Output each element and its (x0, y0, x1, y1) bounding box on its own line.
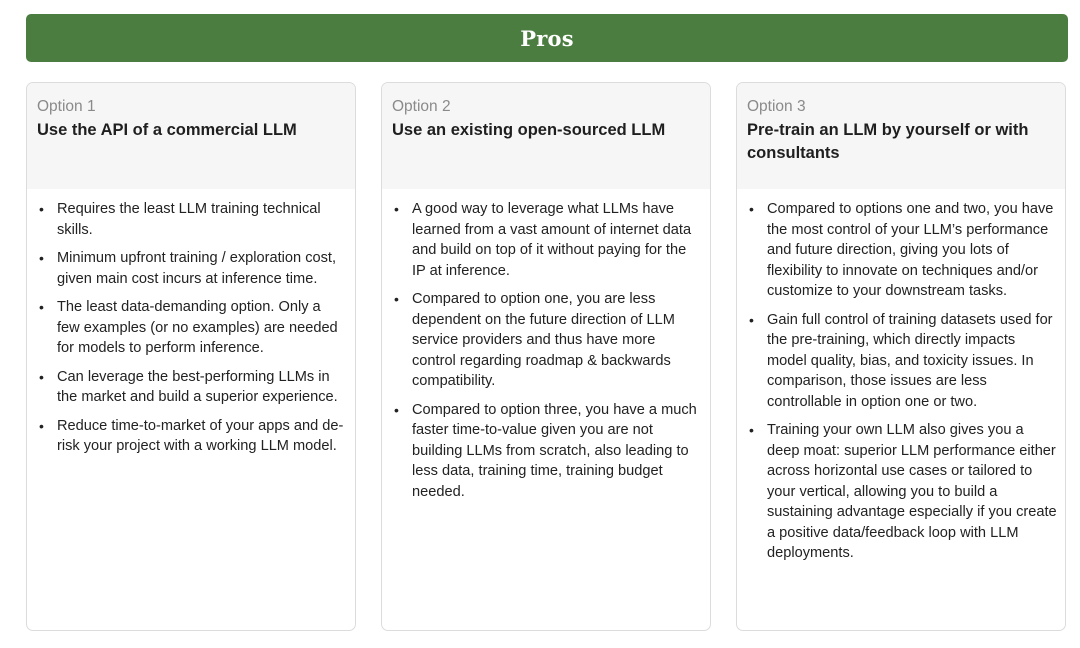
option-title: Use the API of a commercial LLM (37, 121, 297, 139)
pros-text: Compared to option three, you have a much faster time-to-value given you are not building LLMs from scratch, also leading to less data, training time, training budget needed. (412, 401, 697, 500)
pros-list (747, 199, 1057, 564)
option-card-1 (26, 82, 356, 631)
pros-text: Gain full control of training datasets used for the pre-training, which directly impacts model quality, bias, and toxicity issues. In comparison, those issues are less controllable in option one or two. (767, 311, 1053, 410)
pros-list (392, 199, 702, 502)
pros-text: A good way to leverage what LLMs have learned from a vast amount of internet data and build on top of it without paying for the IP at inference. (412, 201, 692, 279)
option-label: Option 2 (392, 98, 451, 115)
option-card-2 (381, 82, 711, 631)
option-card-header (382, 83, 710, 189)
pros-text: Minimum upfront training / exploration cost, given main cost incurs at inference time. (57, 250, 337, 287)
option-card-3 (736, 82, 1066, 631)
option-card-header (737, 83, 1065, 189)
pros-list-item (37, 416, 347, 457)
option-title: Pre-train an LLM by yourself or with consultants (747, 121, 1029, 162)
option-label: Option 1 (37, 98, 96, 115)
pros-list-item (747, 199, 1057, 302)
bullet-icon: • (394, 291, 399, 307)
option-card-body (382, 189, 710, 502)
bullet-icon: • (749, 422, 754, 438)
option-title: Use an existing open-sourced LLM (392, 121, 666, 139)
pros-text: Compared to options one and two, you have the most control of your LLM’s performance and future direction, giving you lots of flexibility to innovate on techniques and/or customize to your downstream tasks. (767, 201, 1054, 299)
pros-text: Training your own LLM also gives you a deep moat: superior LLM performance either across horizontal use cases or tailored to your vertical, allowing you to build a sustaining advantage especially if you create a positive data/feedback loop with LLM deployments. (767, 422, 1057, 561)
pros-banner (26, 14, 1068, 62)
option-card-body (737, 189, 1065, 564)
bullet-icon: • (39, 250, 44, 266)
bullet-icon: • (749, 311, 754, 328)
pros-list (37, 199, 347, 457)
bullet-icon: • (39, 201, 44, 217)
pros-list-item (37, 199, 347, 240)
option-card-body (27, 189, 355, 457)
pros-list-item (37, 248, 347, 289)
pros-list-item (747, 310, 1057, 413)
bullet-icon: • (39, 299, 44, 315)
pros-text: The least data-demanding option. Only a few examples (or no examples) are needed for models to perform inference. (57, 299, 338, 356)
pros-text: Requires the least LLM training technical skills. (57, 201, 321, 238)
banner-title: Pros (520, 25, 574, 51)
bullet-icon: • (39, 417, 44, 434)
pros-text: Reduce time-to-market of your apps and de-risk your project with a working LLM model. (57, 417, 344, 454)
bullet-icon: • (394, 201, 399, 217)
bullet-icon: • (39, 368, 44, 385)
pros-list-item (392, 199, 702, 281)
pros-list-item (37, 367, 347, 408)
pros-list-item (392, 400, 702, 503)
pros-list-item (392, 289, 702, 392)
pros-list-item (747, 420, 1057, 564)
option-card-header (27, 83, 355, 189)
pros-text: Can leverage the best-performing LLMs in the market and build a superior experience. (57, 368, 338, 405)
bullet-icon: • (749, 201, 754, 217)
pros-text: Compared to option one, you are less dependent on the future direction of LLM service providers and thus have more control regarding roadmap & backwards compatibility. (412, 291, 675, 389)
pros-list-item (37, 297, 347, 359)
bullet-icon: • (394, 401, 399, 418)
option-label: Option 3 (747, 98, 806, 115)
